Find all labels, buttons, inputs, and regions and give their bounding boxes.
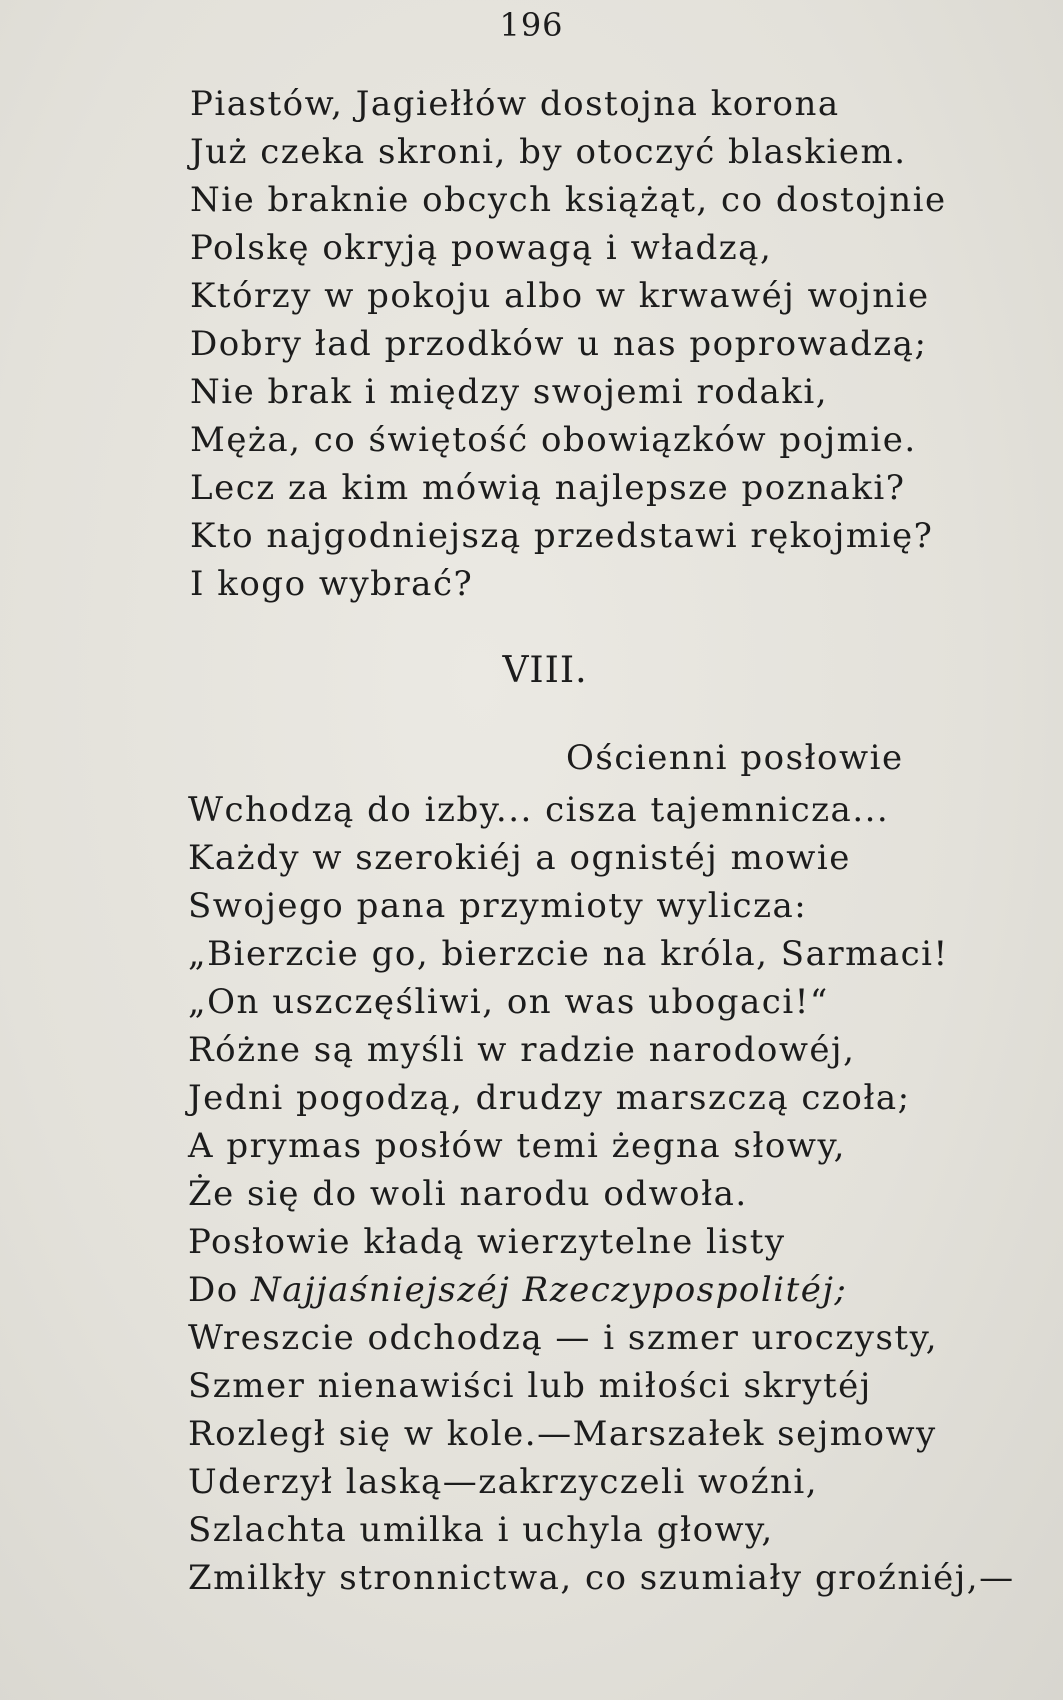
verse-line	[188, 1266, 1015, 1314]
verse-line: Jedni pogodzą, drudzy marszczą czoła;	[188, 1078, 911, 1118]
verse-line: I kogo wybrać?	[190, 564, 474, 604]
verse-line-italic: Najjaśniejszéj Rzeczypospolitéj;	[251, 1270, 848, 1310]
verse-line: Rozległ się w kole.—Marszałek sejmowy	[188, 1414, 937, 1454]
verse-line: Lecz za kim mówią najlepsze poznaki?	[190, 468, 906, 508]
verse-line: Już czeka skroni, by otoczyć blaskiem.	[190, 132, 907, 172]
verse-line: „On uszczęśliwi, on was ubogaci!“	[188, 982, 829, 1022]
verse-line: Różne są myśli w radzie narodowéj,	[188, 1030, 856, 1070]
verse-line-prefix: Do	[188, 1270, 252, 1310]
verse-line: Uderzył laską—zakrzyczeli woźni,	[188, 1462, 819, 1502]
page-number: 196	[499, 6, 564, 44]
verse-line: Kto najgodniejszą przedstawi rękojmię?	[190, 516, 934, 556]
verse-line: A prymas posłów temi żegna słowy,	[188, 1126, 846, 1166]
verse-line: Wreszcie odchodzą — i szmer uroczysty,	[188, 1318, 939, 1358]
verse-line: Każdy w szerokiéj a ognistéj mowie	[188, 838, 851, 878]
verse-line: Którzy w pokoju albo w krwawéj wojnie	[190, 276, 930, 316]
verse-line: Zmilkły stronnictwa, co szumiały groźniéj,—	[188, 1558, 1015, 1598]
verse-line: Dobry ład przodków u nas poprowadzą;	[190, 324, 928, 364]
verse-line: Męża, co świętość obowiązków pojmie.	[190, 420, 917, 460]
verse-line: Nie brak i między swojemi rodaki,	[190, 372, 829, 412]
verse-line: Nie braknie obcych książąt, co dostojnie	[190, 180, 947, 220]
verse-line: Swojego pana przymioty wylicza:	[188, 886, 808, 926]
verse-line: Wchodzą do izby... cisza tajemnicza...	[188, 790, 890, 830]
verse-line: Posłowie kładą wierzytelne listy	[188, 1222, 786, 1262]
stanza-top	[190, 80, 947, 608]
verse-line: Szlachta umilka i uchyla głowy,	[188, 1510, 774, 1550]
verse-line: „Bierzcie go, bierzcie na króla, Sarmaci!	[188, 934, 949, 974]
verse-line: Że się do woli narodu odwoła.	[188, 1174, 748, 1214]
verse-line: Polskę okryją powagą i władzą,	[190, 228, 773, 268]
stanza-first-line: Ościenni posłowie	[566, 738, 904, 778]
stanza-bottom	[188, 786, 1015, 1602]
verse-line: Szmer nienawiści lub miłości skrytéj	[188, 1366, 872, 1406]
verse-line: Piastów, Jagiełłów dostojna korona	[190, 84, 840, 124]
section-heading: VIII.	[502, 650, 588, 691]
